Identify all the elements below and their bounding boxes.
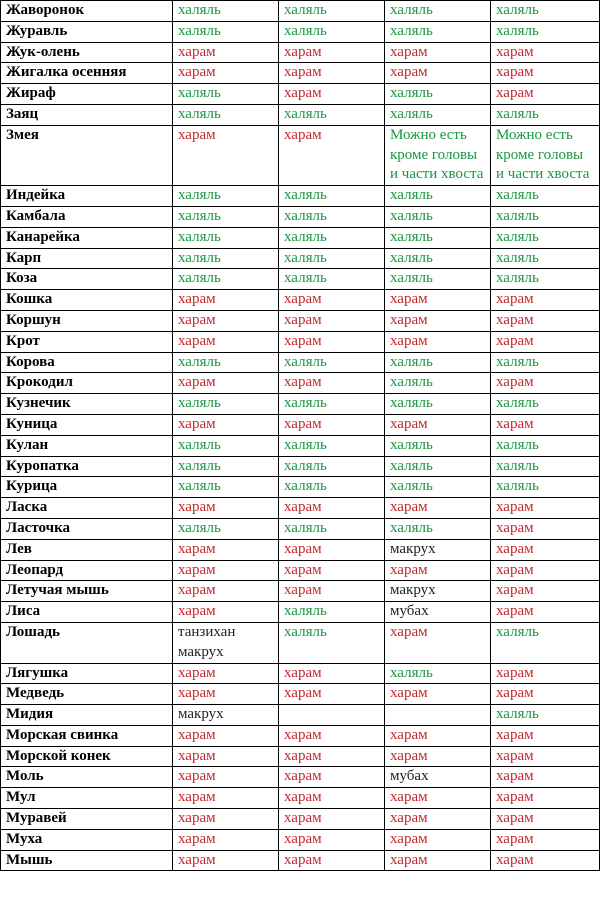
ruling-cell: харам [491,663,600,684]
ruling-cell: харам [173,539,279,560]
ruling-cell: халяль [385,104,491,125]
ruling-cell: мубах [385,602,491,623]
animal-name: Муха [1,829,173,850]
ruling-cell: халяль [279,477,385,498]
ruling-cell: харам [279,290,385,311]
ruling-cell: харам [491,373,600,394]
table-row [1,850,600,871]
ruling-cell: харам [385,746,491,767]
ruling-cell: Можно есть кроме головы и части хвоста [491,125,600,185]
ruling-cell: халяль [491,705,600,726]
ruling-cell: харам [279,414,385,435]
animal-name: Жигалка осенняя [1,63,173,84]
animal-name: Корова [1,352,173,373]
animal-name: Заяц [1,104,173,125]
animal-name: Мышь [1,850,173,871]
ruling-cell: халяль [385,1,491,22]
ruling-cell: харам [279,498,385,519]
ruling-cell: халяль [491,104,600,125]
ruling-cell: халяль [173,456,279,477]
ruling-cell: харам [491,310,600,331]
ruling-cell: халяль [279,602,385,623]
animal-name: Лев [1,539,173,560]
ruling-cell: харам [173,414,279,435]
animal-name: Моль [1,767,173,788]
ruling-cell: халяль [491,352,600,373]
animal-name: Кулан [1,435,173,456]
table-row [1,498,600,519]
table-row [1,767,600,788]
ruling-cell: халяль [491,622,600,663]
ruling-cell: харам [279,42,385,63]
ruling-cell: харам [491,539,600,560]
table-row [1,705,600,726]
ruling-cell: харам [173,850,279,871]
animal-name: Ласточка [1,518,173,539]
ruling-cell: танзихан макрух [173,622,279,663]
ruling-cell: харам [279,725,385,746]
animal-name: Леопард [1,560,173,581]
ruling-cell: халяль [279,248,385,269]
ruling-cell: харам [173,809,279,830]
ruling-cell: харам [385,42,491,63]
table-row [1,394,600,415]
animal-name: Камбала [1,206,173,227]
ruling-cell: харам [491,684,600,705]
ruling-cell: халяль [385,206,491,227]
animal-name: Кошка [1,290,173,311]
ruling-cell: харам [385,63,491,84]
table-row [1,206,600,227]
animal-name: Курица [1,477,173,498]
ruling-cell: харам [491,290,600,311]
table-row [1,414,600,435]
ruling-cell: халяль [279,269,385,290]
ruling-cell: халяль [385,248,491,269]
animal-name: Канарейка [1,227,173,248]
table-row [1,63,600,84]
table-body [1,1,600,871]
ruling-cell: харам [279,829,385,850]
ruling-cell: харам [385,809,491,830]
ruling-cell: халяль [385,435,491,456]
table-row [1,560,600,581]
ruling-cell: харам [491,829,600,850]
ruling-cell: халяль [279,456,385,477]
table-row [1,788,600,809]
table-row [1,248,600,269]
animal-name: Крот [1,331,173,352]
ruling-cell: харам [279,63,385,84]
animal-name: Летучая мышь [1,581,173,602]
table-row [1,663,600,684]
table-row [1,518,600,539]
ruling-cell: харам [173,42,279,63]
ruling-cell: харам [385,414,491,435]
animal-name: Жаворонок [1,1,173,22]
ruling-cell: харам [173,310,279,331]
ruling-cell: халяль [173,269,279,290]
animal-name: Змея [1,125,173,185]
ruling-cell: харам [491,602,600,623]
ruling-cell: халяль [491,477,600,498]
ruling-cell: харам [491,788,600,809]
ruling-cell: халяль [173,104,279,125]
table-row [1,21,600,42]
table-row [1,269,600,290]
ruling-cell: халяль [491,435,600,456]
animal-name: Крокодил [1,373,173,394]
ruling-cell: харам [279,373,385,394]
table-row [1,725,600,746]
ruling-cell: харам [173,684,279,705]
animal-name: Мидия [1,705,173,726]
table-row [1,84,600,105]
table-row [1,227,600,248]
table-row [1,684,600,705]
ruling-cell: харам [491,518,600,539]
ruling-cell: халяль [279,518,385,539]
ruling-cell: харам [279,767,385,788]
animal-name: Куропатка [1,456,173,477]
ruling-cell: халяль [385,456,491,477]
ruling-cell: халяль [279,394,385,415]
ruling-cell: харам [173,581,279,602]
ruling-cell: харам [491,850,600,871]
ruling-cell: халяль [173,248,279,269]
ruling-cell: халяль [279,186,385,207]
ruling-cell: харам [279,809,385,830]
ruling-cell: харам [173,767,279,788]
ruling-cell: халяль [491,1,600,22]
ruling-cell: халяль [385,518,491,539]
animal-name: Куница [1,414,173,435]
ruling-cell: халяль [279,1,385,22]
ruling-cell: халяль [385,84,491,105]
ruling-cell: харам [279,310,385,331]
ruling-cell: халяль [279,206,385,227]
ruling-cell: харам [173,290,279,311]
ruling-cell: харам [279,850,385,871]
ruling-cell: харам [385,498,491,519]
animal-name: Муравей [1,809,173,830]
animal-name: Морская свинка [1,725,173,746]
ruling-cell: макрух [385,539,491,560]
ruling-cell: харам [173,663,279,684]
table-row [1,746,600,767]
ruling-cell: халяль [279,435,385,456]
ruling-cell: Можно есть кроме головы и части хвоста [385,125,491,185]
ruling-cell: харам [173,63,279,84]
ruling-cell: халяль [491,394,600,415]
ruling-cell: харам [491,746,600,767]
ruling-cell: харам [279,539,385,560]
ruling-cell: харам [491,414,600,435]
ruling-cell: халяль [385,186,491,207]
ruling-cell: харам [279,663,385,684]
ruling-cell: харам [173,560,279,581]
ruling-cell: харам [385,725,491,746]
ruling-cell: харам [385,310,491,331]
table-row [1,104,600,125]
ruling-cell: харам [279,84,385,105]
ruling-cell: халяль [385,269,491,290]
ruling-cell: харам [279,788,385,809]
ruling-cell: харам [491,84,600,105]
table-row [1,435,600,456]
animal-name: Коза [1,269,173,290]
table-row [1,456,600,477]
ruling-cell: харам [491,560,600,581]
ruling-cell: халяль [173,394,279,415]
ruling-cell [385,705,491,726]
animal-name: Лягушка [1,663,173,684]
ruling-cell: халяль [173,518,279,539]
ruling-cell: харам [173,498,279,519]
animal-name: Индейка [1,186,173,207]
table-row [1,125,600,185]
ruling-cell: халяль [279,104,385,125]
ruling-cell: харам [491,581,600,602]
table-row [1,1,600,22]
ruling-cell: халяль [173,352,279,373]
animal-name: Лошадь [1,622,173,663]
ruling-cell: харам [279,560,385,581]
table-row [1,477,600,498]
ruling-cell: халяль [173,186,279,207]
ruling-cell: харам [385,560,491,581]
ruling-cell: харам [491,767,600,788]
ruling-cell: харам [279,746,385,767]
animal-name: Лиса [1,602,173,623]
ruling-cell: харам [385,290,491,311]
ruling-cell: харам [491,725,600,746]
ruling-cell: харам [385,684,491,705]
ruling-cell [279,705,385,726]
ruling-cell: халяль [385,21,491,42]
ruling-cell: харам [385,788,491,809]
table-row [1,186,600,207]
animal-name: Коршун [1,310,173,331]
ruling-cell: макрух [385,581,491,602]
ruling-cell: харам [173,602,279,623]
ruling-cell: халяль [385,373,491,394]
ruling-cell: харам [385,850,491,871]
table-row [1,622,600,663]
ruling-cell: харам [279,581,385,602]
animal-name: Ласка [1,498,173,519]
ruling-cell: халяль [173,206,279,227]
ruling-cell: халяль [173,1,279,22]
ruling-cell: халяль [385,352,491,373]
ruling-cell: халяль [385,227,491,248]
table-row [1,42,600,63]
ruling-cell: харам [173,125,279,185]
animal-name: Жук-олень [1,42,173,63]
ruling-cell: харам [385,829,491,850]
ruling-cell: мубах [385,767,491,788]
ruling-cell: халяль [491,206,600,227]
ruling-cell: харам [491,331,600,352]
animal-name: Жираф [1,84,173,105]
ruling-cell: харам [491,63,600,84]
ruling-cell: халяль [385,477,491,498]
ruling-cell: халяль [279,622,385,663]
ruling-cell: халяль [173,84,279,105]
table-row [1,310,600,331]
table-row [1,602,600,623]
ruling-cell: халяль [491,269,600,290]
ruling-cell: халяль [173,21,279,42]
ruling-cell: харам [173,746,279,767]
animal-name: Мул [1,788,173,809]
ruling-cell: харам [491,809,600,830]
ruling-cell: харам [491,42,600,63]
ruling-cell: халяль [173,477,279,498]
animal-name: Журавль [1,21,173,42]
ruling-cell: халяль [491,21,600,42]
animal-name: Карп [1,248,173,269]
ruling-cell: халяль [385,663,491,684]
animal-name: Морской конек [1,746,173,767]
ruling-cell: харам [173,373,279,394]
ruling-cell: халяль [173,435,279,456]
ruling-cell: харам [173,331,279,352]
table-row [1,331,600,352]
ruling-cell: халяль [173,227,279,248]
ruling-cell: харам [385,622,491,663]
ruling-cell: харам [173,788,279,809]
ruling-cell: халяль [491,248,600,269]
table-row [1,373,600,394]
ruling-cell: халяль [279,352,385,373]
ruling-cell: харам [385,331,491,352]
ruling-cell: харам [491,498,600,519]
ruling-cell: халяль [491,456,600,477]
ruling-cell: халяль [491,186,600,207]
ruling-cell: харам [173,725,279,746]
ruling-cell: халяль [279,21,385,42]
table-row [1,539,600,560]
table-row [1,352,600,373]
ruling-cell: харам [279,331,385,352]
animal-name: Кузнечик [1,394,173,415]
ruling-cell: халяль [385,394,491,415]
animal-name: Медведь [1,684,173,705]
table-row [1,809,600,830]
table-row [1,290,600,311]
ruling-cell: халяль [491,227,600,248]
ruling-cell: харам [279,125,385,185]
table-row [1,581,600,602]
ruling-cell: макрух [173,705,279,726]
ruling-cell: харам [279,684,385,705]
table-row [1,829,600,850]
ruling-cell: харам [173,829,279,850]
ruling-cell: халяль [279,227,385,248]
